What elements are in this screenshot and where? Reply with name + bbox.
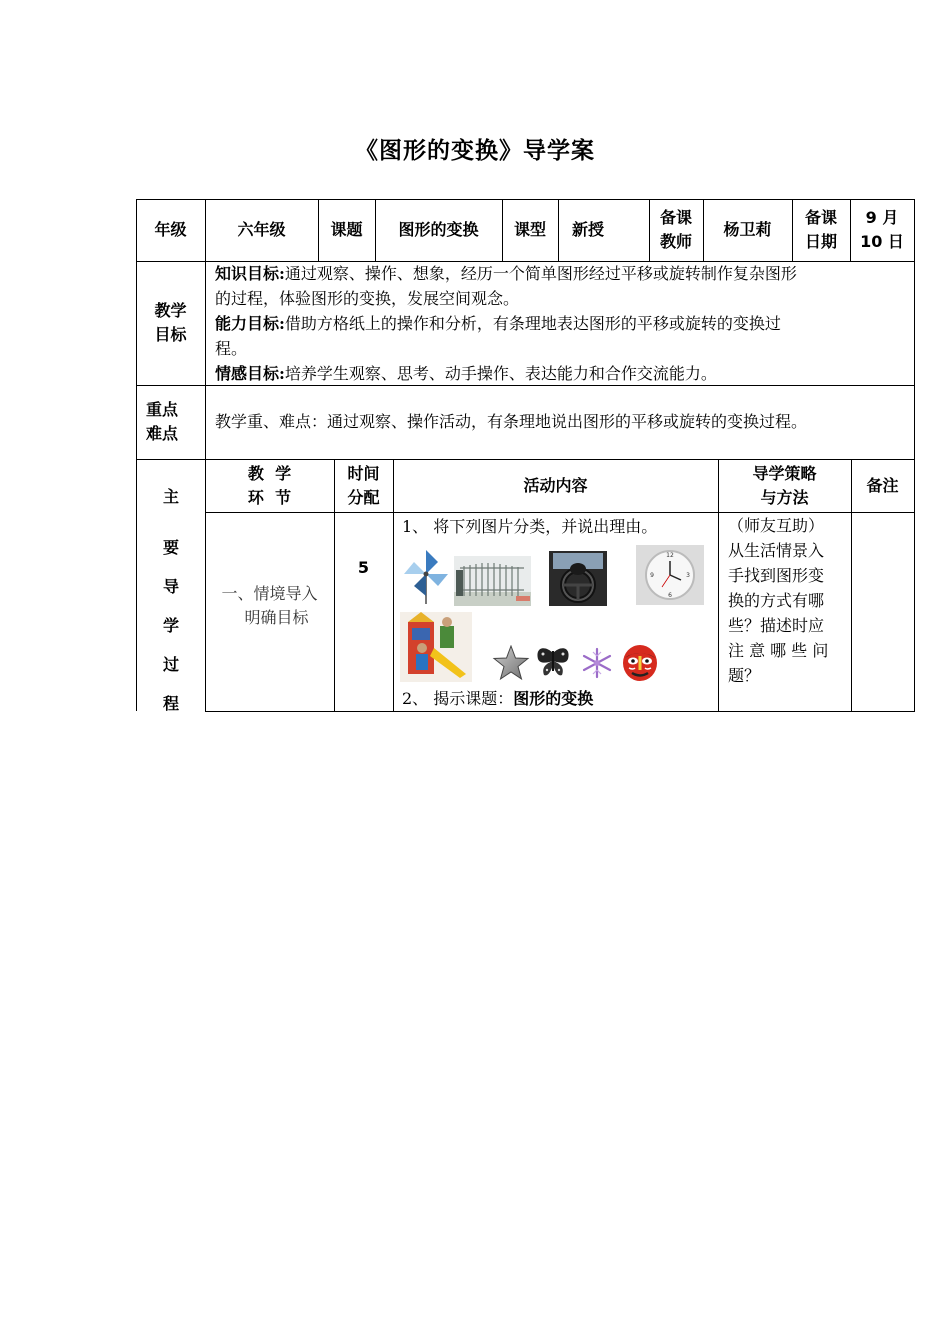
- emotion-goal-text: 培养学生观察、思考、动手操作、表达能力和合作交流能力。: [284, 364, 717, 383]
- page-title: 《图形的变换》导学案: [355, 137, 595, 164]
- stage-cell: [205, 580, 334, 632]
- activity-item-2: [402, 686, 716, 711]
- svg-text:9: 9: [650, 572, 654, 579]
- grade-label: 年级: [154, 220, 187, 239]
- grade-value: 六年级: [237, 220, 286, 239]
- type-value: 新授: [571, 220, 604, 239]
- strategy-line-4: 换的方式有哪: [728, 591, 825, 610]
- col-stage-header: [205, 459, 334, 512]
- date-value-line1: 9 月: [865, 208, 899, 227]
- knowledge-goal-text-cont: 的过程，体验图形的变换，发展空间观念。: [215, 289, 520, 308]
- strategy-line-3: 手找到图形变: [728, 566, 825, 585]
- col-time-header: [334, 459, 393, 512]
- strategy-line-5: 些？描述时应: [728, 616, 825, 635]
- keypoints-text: 教学重、难点：通过观察、操作活动，有条理地说出图形的平移或旋转的变换过程。: [215, 412, 808, 431]
- keypoints-label-line1: 重点: [146, 400, 179, 419]
- date-label: [792, 199, 850, 261]
- side-label-char-5: 过: [162, 655, 179, 674]
- opera-mask-image: [621, 644, 659, 682]
- svg-text:3: 3: [686, 572, 690, 579]
- keypoints-label-line2: 难点: [146, 424, 179, 443]
- col-strategy-line1: 导学策略: [752, 463, 817, 483]
- stage-line1: 一、情境导入: [221, 584, 318, 603]
- col-note-header: 备注: [866, 475, 899, 495]
- type-label: 课型: [513, 220, 546, 239]
- col-stage-line1: 教 学: [247, 463, 292, 483]
- knowledge-goal-label: 知识目标:: [215, 264, 285, 283]
- topic-value: 图形的变换: [398, 220, 479, 239]
- star-image: [492, 645, 530, 681]
- sliding-gate-image: [454, 556, 531, 606]
- topic-label: 课题: [330, 220, 363, 239]
- stage-line2: 明确目标: [244, 608, 309, 627]
- teacher-label: [649, 199, 703, 261]
- teacher-value: 杨卫莉: [723, 220, 772, 239]
- wall-clock-image: [636, 545, 704, 605]
- side-label-char-6: 程: [162, 694, 179, 713]
- steering-wheel-image: [549, 551, 607, 606]
- activity-item-1: 1、 将下列图片分类，并说出理由。: [402, 517, 658, 536]
- col-strategy-header: [718, 459, 851, 512]
- side-label-char-4: 学: [162, 616, 179, 635]
- svg-text:6: 6: [668, 592, 672, 599]
- playground-slide-image: [400, 612, 472, 682]
- ability-goal-label: 能力目标:: [215, 314, 285, 333]
- side-label-char-3: 导: [162, 577, 179, 596]
- side-label-char-2: 要: [162, 538, 179, 557]
- col-stage-line2: 环 节: [247, 487, 292, 507]
- snowflake-image: [580, 647, 614, 679]
- goals-content: [215, 261, 911, 386]
- pinwheel-image: [402, 546, 450, 604]
- date-value: [850, 199, 914, 261]
- emotion-goal-label: 情感目标:: [215, 364, 285, 383]
- time-value: 5: [357, 558, 370, 577]
- goals-label-line2: 目标: [154, 325, 187, 344]
- ability-goal-text: 借助方格纸上的操作和分析，有条理地表达图形的平移或旋转的变换过: [284, 314, 781, 333]
- col-time-line1: 时间: [347, 463, 380, 483]
- date-label-line1: 备课: [804, 208, 837, 227]
- strategy-line-2: 从生活情景入: [728, 541, 825, 560]
- butterfly-image: [535, 645, 571, 679]
- teacher-label-line2: 教师: [659, 232, 692, 251]
- teacher-label-line1: 备课: [659, 208, 692, 227]
- strategy-line-7: 题？: [728, 666, 761, 685]
- strategy-line-1: （师友互助）: [728, 516, 825, 535]
- col-time-line2: 分配: [347, 487, 380, 507]
- knowledge-goal-text: 通过观察、操作、想象，经历一个简单图形经过平移或旋转制作复杂图形: [284, 264, 797, 283]
- activity-item-2-bold: 图形的变换: [513, 689, 594, 708]
- strategy-text: [728, 513, 846, 688]
- goals-label: [136, 261, 205, 385]
- col-strategy-line2: 与方法: [760, 487, 809, 507]
- svg-text:12: 12: [666, 552, 674, 559]
- strategy-line-6: 注 意 哪 些 问: [728, 641, 829, 660]
- side-label-char-1: 主: [162, 487, 179, 506]
- goals-label-line1: 教学: [154, 301, 187, 320]
- date-label-line2: 日期: [804, 232, 837, 251]
- activity-item-2-prefix: 2、 揭示课题：: [402, 689, 514, 708]
- date-value-line2: 10 日: [860, 232, 904, 251]
- col-content-header: 活动内容: [523, 475, 588, 495]
- keypoints-label: [136, 385, 201, 459]
- ability-goal-text-cont: 程。: [215, 339, 248, 358]
